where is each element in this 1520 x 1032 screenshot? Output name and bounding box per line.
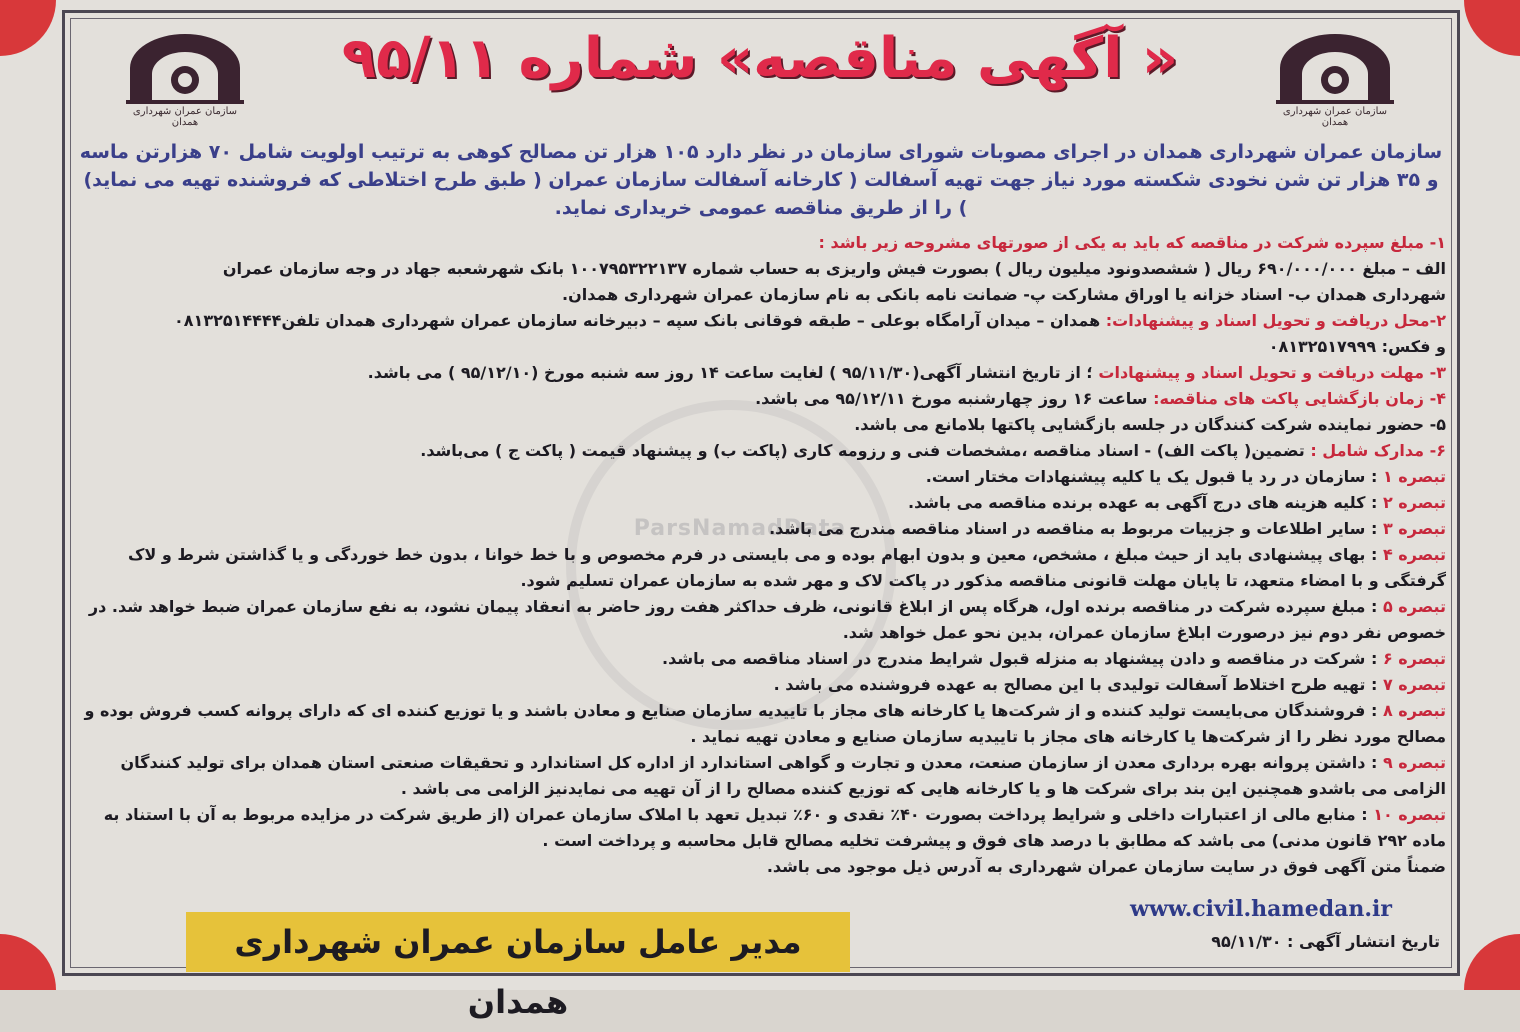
corner-ornament [0, 934, 56, 990]
note-label: تبصره ۱ [1382, 467, 1446, 486]
org-emblem-icon [120, 34, 250, 134]
note-label: تبصره ۴ [1382, 545, 1446, 564]
item-heading: ۲-محل دریافت و تحویل اسناد و پیشنهادات: [1105, 311, 1446, 330]
logo-caption: سازمان عمران شهرداری همدان [132, 106, 238, 128]
note-item [76, 516, 1446, 542]
tender-items [76, 230, 1446, 464]
note-item [76, 672, 1446, 698]
item-text: ؛ از تاریخ انتشار آگهی(۹۵/۱۱/۳۰ ) لغایت ساعت ۱۴ روز سه شنبه مورخ (۹۵/۱۲/۱۰ ) می باشد. [367, 363, 1093, 382]
note-item [76, 594, 1446, 646]
item-text: ساعت ۱۶ روز چهارشنبه مورخ ۹۵/۱۲/۱۱ می باشد. [755, 389, 1148, 408]
item-text: ۵- حضور نماینده شرکت کنندگان در جلسه بازگشایی پاکتها بلامانع می باشد. [854, 415, 1446, 434]
note-text: : داشتن پروانه بهره برداری معدن از سازمان صنعت، معدن و تجارت و گواهی استاندارد از اداره کل استاندارد و تحقیقات صنعتی استان همدان برای تولید کنندگان الزامی می باشدو همچنین این بند برای شرکت ها و یا کارخانه هایی که توزیع کننده مصالح را از آن تهیه می نمایدنیز الزامی می باشد . [120, 753, 1446, 798]
tender-body [76, 138, 1446, 880]
tender-item [76, 230, 1446, 256]
note-label: تبصره ۸ [1382, 701, 1446, 720]
note-item [76, 542, 1446, 594]
note-text: : کلیه هزینه های درج آگهی به عهده برنده مناقصه می باشد. [907, 493, 1378, 512]
item-heading: ۳- مهلت دریافت و تحویل اسناد و پیشنهادات [1098, 363, 1446, 382]
note-item [76, 750, 1446, 802]
corner-ornament [0, 0, 56, 56]
tender-item [76, 256, 1446, 282]
note-label: تبصره ۹ [1382, 753, 1446, 772]
note-text: : تهیه طرح اختلاط آسفالت تولیدی با این مصالح به عهده فروشنده می باشد . [773, 675, 1378, 694]
website-link[interactable]: www.civil.hamedan.ir [1130, 896, 1392, 922]
note-text: : فروشندگان می‌بایست تولید کننده و از شرکت‌ها یا کارخانه های مجاز با تاییدیه سازمان صنایع و معادن باشند و یا توزیع کننده ای که دارای پروانه کسب فروش بوده و مصالح مورد نظر را از شرکت‌ها یا کارخانه های مجاز با تاییدیه سازمان صنایع و معادن تهیه نماید . [84, 701, 1446, 746]
note-item [76, 464, 1446, 490]
signature-banner: مدیر عامل سازمان عمران شهرداری همدان [186, 912, 850, 972]
tender-item [76, 282, 1446, 308]
note-label: تبصره ۶ [1382, 649, 1446, 668]
corner-ornament [1464, 934, 1520, 990]
note-label: تبصره ۳ [1382, 519, 1446, 538]
tender-notes [76, 464, 1446, 854]
note-text: : شرکت در مناقصه و دادن پیشنهاد به منزله قبول شرایط مندرج در اسناد مناقصه می باشد. [662, 649, 1378, 668]
publication-date: تاریخ انتشار آگهی : ۹۵/۱۱/۳۰ [1211, 932, 1440, 951]
item-text: الف – مبلغ ۶۹۰/۰۰۰/۰۰۰ ریال ( ششصدونود میلیون ریال ) بصورت فیش واریزی به حساب شماره ۱۰۰۷۹۵۳۲۲۱۳۷ بانک شهرشعبه جهاد در وجه سازمان عمران [222, 259, 1446, 278]
corner-ornament [1464, 0, 1520, 56]
intro-paragraph: سازمان عمران شهرداری همدان در اجرای مصوبات شورای سازمان در نظر دارد ۱۰۵ هزار تن مصالح کوهی به ترتیب اولویت شامل ۷۰ هزارتن ماسه و ۳۵ هزار تن شن نخودی شکسته مورد نیاز جهت تهیه آسفالت ( کارخانه آسفالت سازمان عمران ( طبق طرح اختلاطی که فروشنده تهیه می نماید) ) را از طریق مناقصه عمومی خریداری نماید. [79, 141, 1443, 219]
tender-item [76, 360, 1446, 386]
note-label: تبصره ۲ [1382, 493, 1446, 512]
tender-item [76, 334, 1446, 360]
tender-item [76, 386, 1446, 412]
tender-item [76, 438, 1446, 464]
note-text: : بهای پیشنهادی باید از حیث مبلغ ، مشخص، معین و بدون ابهام بوده و می بایستی در فرم مخصوص و با خط خوانا ، بدون خط خوردگی و یا گذاشتن شرط و لاک گرفتگی و با امضاء متعهد، تا پایان مهلت قانونی مناقصه مذکور در پاکت لاک و مهر شده به سازمان عمران تسلیم شود. [128, 545, 1446, 590]
footer-line: ضمناً متن آگهی فوق در سایت سازمان عمران شهرداری به آدرس ذیل موجود می باشد. [766, 857, 1446, 876]
note-item [76, 698, 1446, 750]
item-heading: ۶- مدارک شامل : [1310, 441, 1446, 460]
page-title: « آگهی مناقصه» شماره ۹۵/۱۱ [341, 26, 1179, 91]
note-item [76, 646, 1446, 672]
logo-caption: سازمان عمران شهرداری همدان [1282, 106, 1388, 128]
note-text: : سازمان در رد یا قبول یک یا کلیه پیشنهادات مختار است. [925, 467, 1378, 486]
tender-item [76, 308, 1446, 334]
note-text: : منابع مالی از اعتبارات داخلی و شرایط پرداخت بصورت ۴۰٪ نقدی و ۶۰٪ تبدیل تعهد با املاک سازمان عمران (از طریق شرکت در مزایده مربوط به آن با استناد به ماده ۲۹۲ قانون مدنی) می باشد که مطابق با درصد های فوق و پیشرفت تخلیه مصالح قابل محاسبه و پرداخت است . [103, 805, 1446, 850]
item-text: تضمین( پاکت الف) - اسناد مناقصه ،مشخصات فنی و رزومه کاری (پاکت ب) و پیشنهاد قیمت ( پاکت ج ) می‌باشد. [420, 441, 1305, 460]
watermark: ParsNamadData [633, 516, 847, 541]
item-heading: ۴- زمان بازگشایی پاکت های مناقصه: [1153, 389, 1446, 408]
note-label: تبصره ۵ [1382, 597, 1446, 616]
note-label: تبصره ۷ [1382, 675, 1446, 694]
tender-item [76, 412, 1446, 438]
note-text: : سایر اطلاعات و جزییات مربوط به مناقصه در اسناد مناقصه مندرج می باشد. [769, 519, 1378, 538]
item-heading: ۱- مبلغ سپرده شرکت در مناقصه که باید به یکی از صورتهای مشروحه زیر باشد : [818, 233, 1446, 252]
item-text: همدان – میدان آرامگاه بوعلی – طبقه فوقانی بانک سپه – دبیرخانه سازمان عمران شهرداری همدان تلفن۰۸۱۳۲۵۱۴۴۴۴ [174, 311, 1101, 330]
org-emblem-icon [1270, 34, 1400, 134]
item-text: شهرداری همدان ب- اسناد خزانه یا اوراق مشارکت پ- ضمانت نامه بانکی به نام سازمان عمران شهرداری همدان. [561, 285, 1446, 304]
note-text: : مبلغ سپرده شرکت در مناقصه برنده اول، هرگاه پس از ابلاغ قانونی، ظرف حداکثر هفت روز حاضر به انعقاد پیمان نشود، به نفع سازمان عمران ضبط خواهد شد. در خصوص نفر دوم نیز درصورت ابلاغ سازمان عمران، بدین نحو عمل خواهد شد. [88, 597, 1446, 642]
note-label: تبصره ۱۰ [1373, 805, 1446, 824]
note-item [76, 490, 1446, 516]
item-text: و فکس: ۰۸۱۳۲۵۱۷۹۹۹ [1268, 337, 1446, 356]
note-item [76, 802, 1446, 854]
